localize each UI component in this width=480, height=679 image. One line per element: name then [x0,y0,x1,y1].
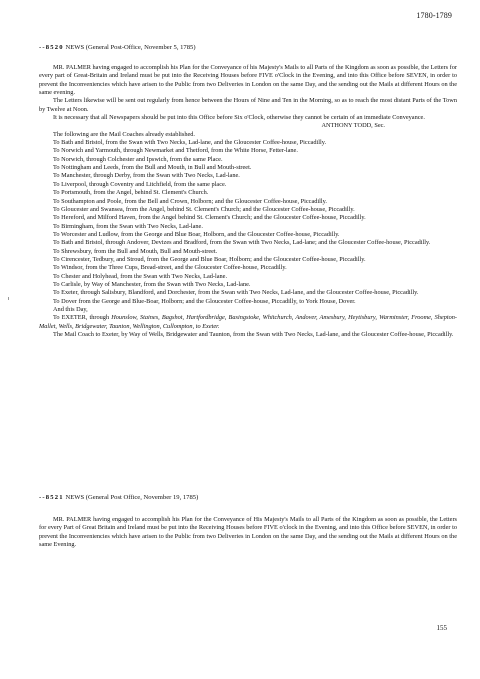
this-day-places: Hounslow, Staines, Bagshot, Hartfordbridge, Basingstoke, Whitchurch, Andover, Amesbury, Heytisbury, Warminster, Froome, Shepton-Mallet, Wells, Bridgewater, Taunton, Wellington, Cullompton, to Exeter. [39,314,457,330]
route-item: To Manchester, through Derby, from the Swan with Two Necks, Lad-lane. [53,172,240,180]
entry-label: NEWS [65,44,85,51]
entry-body-8521 [39,516,457,549]
route-item: To Cirencester, Tedbury, and Stroud, from the George and Blue Boar, Holborn; and the Gloucester Coffee-house, Piccadilly. [53,255,366,263]
routes-list [39,139,457,306]
route-item: To Gloucester and Swansea, from the Angel, behind St. Clement's Church; and the Gloucester Coffee-house, Piccadilly. [53,205,355,213]
route-item: To Shrewsbury, from the Bull and Mouth, Bull and Mouth-street. [53,247,218,255]
this-day-prefix: To EXETER, through [53,314,112,322]
this-day-route [39,314,457,331]
paragraph: MR. PALMER having engaged to accomplish his Plan for the Conveyance of His Majesty's Mails to all Parts of the Kingdom as soon as possible, the Letters for every Part of Great Britain and Ireland must be put into the Receiving Houses before FIVE o'clock in the Evening, and into this Office before SEVEN, in order to prevent the Inconveniencies which have arisen to the Public from two Deliveries in London on the same Day, and the sending out the Mails at different Hours on the same Evening. [39,516,457,549]
route-item: To Southampton and Poole, from the Bell and Crown, Holborn; and the Gloucester Coffee-house, Piccadilly. [53,197,327,205]
paragraph: MR. PALMER having engaged to accomplish his Plan for the Conveyance of his Majesty's Mails to all Parts of the Kingdom as soon as possible, the Letters for every part of Great-Britain and Ireland must be put into the Receiving Houses before FIVE o'Clock in the Evening, and into this Office before SEVEN, in order to prevent the Inconveniencies which have arisen to the Public from two Deliveries in London on the same Day, and the sending out the Mails at different Hours on the same evening. [39,64,457,97]
route-item: To Worcester and Ludlow, from the George and Blue Boar, Holborn, and the Gloucester Coffee-house, Piccadilly. [53,230,340,238]
route-item: To Hereford, and Milford Haven, from the Angel behind St. Clement's Church; and the Gloucester Coffee-house, Piccadilly. [53,214,366,222]
entry-source: (General Post Office, November 19, 1785) [85,494,199,501]
entry-number: --8520 [39,44,64,51]
entry-body-8520 [39,64,457,339]
entry-source: (General Post-Office, November 5, 1785) [85,44,196,51]
route-item: To Carlisle, by Way of Manchester, from the Swan with Two Necks, Lad-lane. [53,280,251,288]
entry-heading-8521 [39,493,198,502]
route-item: To Birmingham, from the Swan with Two Necks, Lad-lane. [53,222,203,230]
routes-intro: The following are the Mail Coaches already established. [53,130,195,138]
signature: ANTHONY TODD, Sec. [321,122,385,130]
route-item: To Portsmouth, from the Angel, behind St. Clement's Church. [53,189,209,197]
entry-heading-8520 [39,43,196,52]
entry-label: NEWS [65,494,85,501]
route-item: To Dover from the George and Blue-Boar, Holborn; and the Gloucester Coffee-house, Piccadilly, to York House, Dover. [53,297,356,305]
paragraph: It is necessary that all Newspapers should be put into this Office before Six o'Clock, otherwise they cannot be certain of an immediate Conveyance. [53,114,425,122]
route-item: To Bath and Bristol, through Andover, Devizes and Bradford, from the Swan with Two Necks, Lad-lane; and the Gloucester Coffee-house, Piccadilly. [53,239,431,247]
route-item: To Liverpool, through Coventry and Litchfield, from the same place. [53,180,227,188]
this-day-heading: And this Day, [53,305,88,313]
route-item: To Windsor, from the Three Cups, Bread-street, and the Gloucester Coffee-house, Piccadilly. [53,264,287,272]
margin-mark [8,297,9,300]
entry-number: --8521 [39,494,64,501]
closing-paragraph: The Mail Coach to Exeter, by Way of Wells, Bridgewater and Taunton, from the Swan with Two Necks, Lad-lane, and the Gloucester Coffee-house, Piccadilly. [53,331,454,338]
route-item: To Bath and Bristol, from the Swan with Two Necks, Lad-lane, and the Gloucester Coffee-house, Piccadilly. [53,139,327,147]
paragraph: The Letters likewise will be sent out regularly from hence between the Hours of Nine and Ten in the Morning, so as to reach the most distant Parts of the Town by Twelve at Noon. [39,97,457,113]
route-item: To Norwich, through Colchester and Ipswich, from the same Place. [53,155,223,163]
route-item: To Norwich and Yarmouth, through Newmarket and Thetford, from the White Horse, Fetter-lane. [53,147,298,155]
route-item: To Nottingham and Leeds, from the Bull and Mouth, in Bull and Mouth-street. [53,164,252,172]
route-item: To Chester and Holyhead, from the Swan with Two Necks, Lad-lane. [53,272,228,280]
header-year-range: 1780-1789 [416,11,452,20]
page-number: 155 [436,624,447,632]
route-item: To Exeter, through Salisbury, Blandford, and Dorchester, from the Swan with Two Necks, Lad-lane, and the Gloucester Coffee-house, Piccadilly. [53,289,419,297]
